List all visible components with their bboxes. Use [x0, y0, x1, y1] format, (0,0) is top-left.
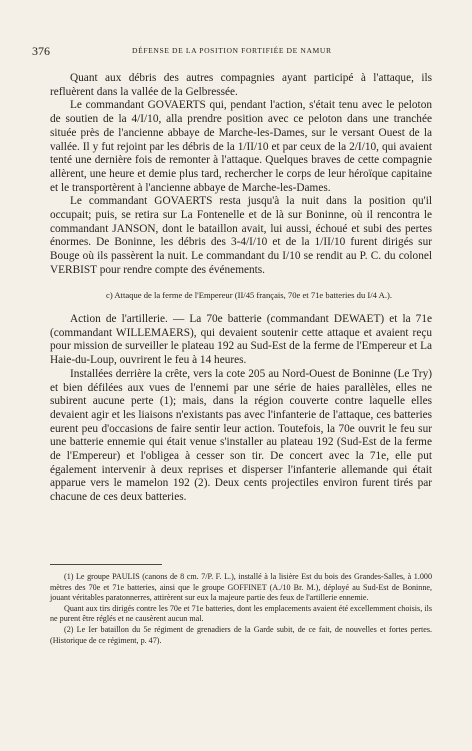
footnotes [50, 564, 432, 646]
page-number: 376 [32, 44, 50, 58]
footnote-rule [50, 564, 162, 565]
running-title: DÉFENSE DE LA POSITION FORTIFIÉE DE NAMUR [132, 46, 332, 55]
section-subheading: c) Attaque de la ferme de l'Empereur (II/45 français, 70e et 71e batteries du I/4 A.). [106, 289, 392, 300]
footnote: (2) Le Ier bataillon du 5e régiment de grenadiers de la Garde subit, de ce fait, de nouvelles et fortes pertes. (Historique de ce régiment, p. 47). [50, 624, 432, 645]
footnote: Quant aux tirs dirigés contre les 70e et 71e batteries, dont les emplacements avaient été excellemment choisis, ils ne purent être réglés et ne causèrent aucun mal. [50, 603, 432, 624]
paragraph: Installées derrière la crête, vers la cote 205 au Nord-Ouest de Boninne (Le Try) et bien défilées aux vues de l'ennemi par une série de haies parallèles, elles ne subirent aucune perte (1); mais, dans la région couverte contre laquelle elles devaient agir et les liaisons n'existants pas avec l'infanterie de l'attaque, ces batteries eurent peu d'occasions de faire sentir leur action. Toutefois, la 70e ouvrit le feu sur une batterie ennemie qui était venue s'installer au plateau 192 (Sud-Est de la ferme de l'Empereur) et l'obligea à cesser son tir. De concert avec la 71e, elle put également intervenir à deux reprises et disperser l'infanterie allemande qui était apparue vers le mamelon 192 (2). Deux cents projectiles environ furent tirés par chacune de ces deux batteries. [50, 367, 432, 504]
paragraph: Quant aux débris des autres compagnies ayant participé à l'attaque, ils refluèrent dans la vallée de la Gelbressée. [50, 72, 432, 98]
paragraph: Le commandant GOVAERTS qui, pendant l'action, s'était tenu avec le peloton de soutien de la 4/I/10, alla prendre position avec ce peloton dans une tranchée située près de l'ancienne abbaye de Marche-les-Dames, sur le versant Ouest de la vallée. Il y fut rejoint par les débris de la 1/II/10 et par ceux de la 2/I/10, qui avaient tenté une dernière fois de remonter à l'attaque. Quelques braves de cette compagnie allèrent, une heure et demie plus tard, rechercher le corps de leur héroïque capitaine et le transportèrent à l'ancienne abbaye de Marche-les-Dames. [50, 99, 432, 194]
page-header [32, 44, 442, 58]
footnote: (1) Le groupe PAULIS (canons de 8 cm. 7/P. F. L.), installé à la lisière Est du bois des Grandes-Salles, à 1.000 mètres des 70e et 71e batteries, ainsi que le groupe GOFFINET (A./10 Br. M.), déployé au Sud-Est de Boninne, jouant véritables paratonnerres, attirèrent sur eux la majeure partie des feux de l'artillerie ennemie. [50, 572, 432, 603]
paragraph: Le commandant GOVAERTS resta jusqu'à la nuit dans la position qu'il occupait; puis, se retira sur La Fontenelle et de là sur Boninne, où il rencontra le commandant JANSON, dont le bataillon avait, lui aussi, échoué et subi des pertes énormes. De Boninne, les débris des 3-4/I/10 et de la 1/II/10 furent dirigés sur Bouge où ils passèrent la nuit. Le commandant du I/10 se rendit au P. C. du colonel VERBIST pour rendre compte des événements. [50, 195, 432, 276]
body-text [50, 72, 432, 505]
paragraph: Action de l'artillerie. — La 70e batterie (commandant DEWAET) et la 71e (commandant WILLEMAERS), qui devaient soutenir cette attaque et avaient reçu pour mission de surveiller le plateau 192 au Sud-Est de la ferme de l'Empereur et La Haie-du-Loup, ouvrirent le feu à 14 heures. [50, 313, 432, 367]
